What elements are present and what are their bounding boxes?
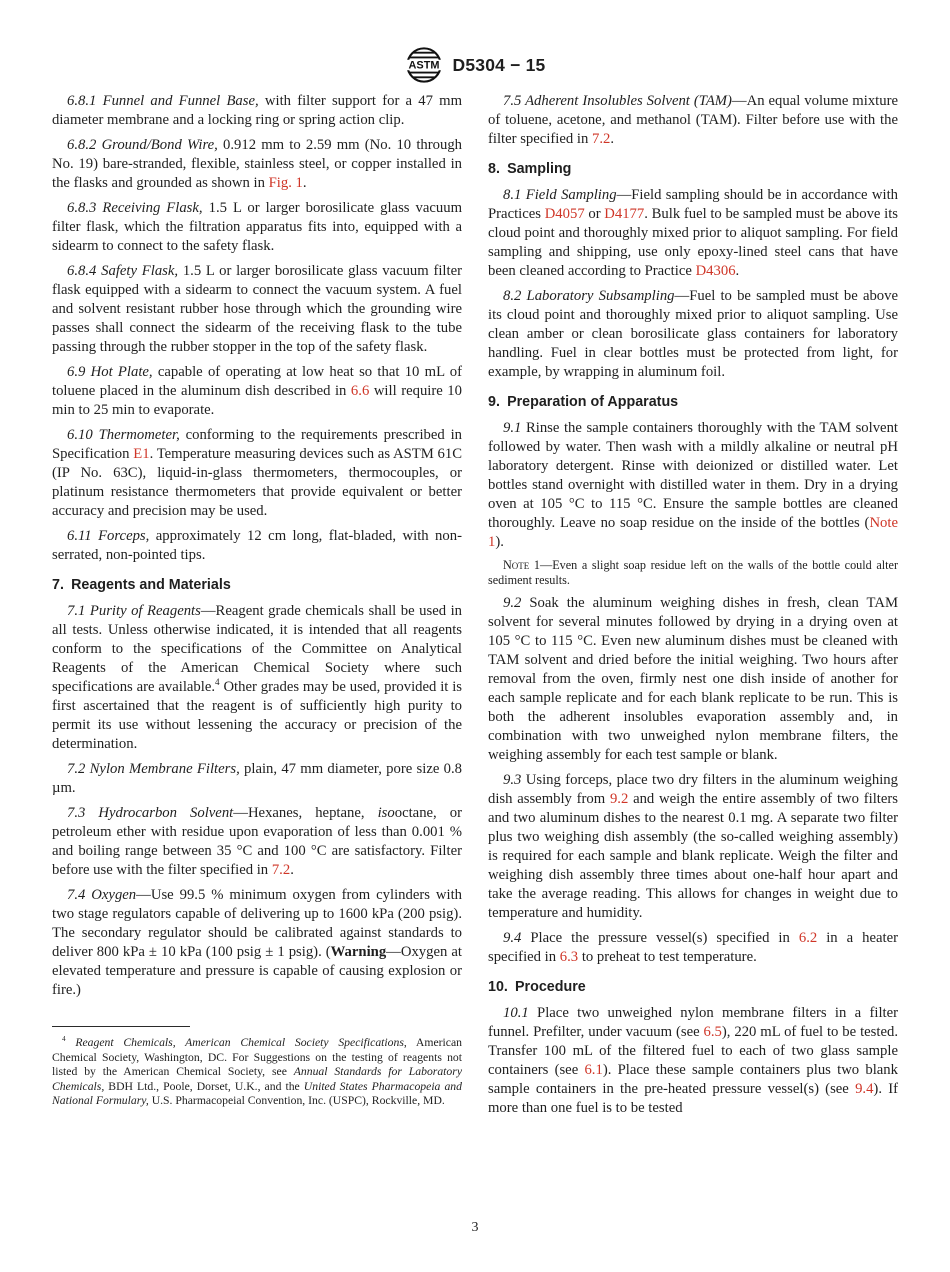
text-run: or (584, 206, 605, 222)
ref-link[interactable]: 6.5 (703, 1023, 722, 1040)
section-heading (488, 393, 898, 411)
text-run: 9.3 (503, 771, 526, 788)
ref-link[interactable]: Note 1 (488, 515, 898, 550)
text-run: —Use 99.5 % minimum oxygen from cylinders with two stage regulators capable of delivering up to 1600 kPa (200 psig). The secondary regulator should be calibrated against standards to deliver 800 kPa ± 10 kPa (100 psig ± 1 psig). ( (52, 887, 463, 960)
ref-link[interactable]: 6.3 (559, 948, 579, 965)
paragraph (488, 1004, 898, 1118)
paragraph (488, 594, 898, 765)
footnote-marker: 4 (62, 1035, 66, 1044)
text-run: BDH Ltd., Poole, Dorset, U.K., and the (104, 1079, 304, 1093)
text-run: ). Place these sample containers plus two blank sample containers in the pre-heated pressure vessel(s) (see (488, 1061, 898, 1097)
text-run: 8.1 (503, 187, 526, 203)
text-run: 6.10 (67, 427, 99, 443)
text-run: and weigh the entire assembly of two filters and two aluminum dishes to the nearest 0.1 mg. A separate two filter plus two weighing dish assembly (the so-called weighing assembly) is required for each sample and blank replicate. Weigh the filter and weighing dish assembly three times about one-half hour apart and take the average reading. This allows for changes in weight due to temperature and humidity. (488, 790, 898, 921)
astm-logo-icon (405, 46, 443, 84)
text-run: with filter support for a 47 mm diameter membrane and a locking ring or spring action clip. (52, 93, 463, 128)
text-run: 1.5 L or larger borosilicate glass vacuum filter flask equipped with a sidearm to connect the vacuum system. A fuel and solvent resistant rubber hose through which the grounding wire passes shall connect the sidearm of the receiving flask to the tube passing through the rubber stopper in the top of the safety flask. (52, 263, 462, 355)
text-run: Receiving Flask, (102, 200, 203, 216)
text-run: Field Sampling (525, 187, 617, 203)
page-number: 3 (471, 1220, 479, 1235)
text-run: Funnel and Funnel Base, (102, 93, 259, 109)
text-run: . Bulk fuel to be sampled must be above its cloud point and thoroughly mixed prior to aliquot sampling. For field sampling and shipping, use only epoxy-lined steel cans that have been cleaned according to Practice (488, 206, 898, 279)
ref-link[interactable]: 6.1 (584, 1061, 603, 1078)
section-heading (488, 160, 898, 178)
document-body (52, 92, 898, 1124)
paragraph (52, 804, 462, 880)
text-run: 6.8.4 (67, 263, 102, 279)
text-run: plain, 47 mm diameter, pore size 0.8 µm. (52, 761, 463, 796)
text-run: Safety Flask, (101, 263, 179, 279)
text-run: conforming to the requirements prescribed in Specification (52, 427, 463, 462)
text-run: . (735, 263, 740, 279)
text-run: 9. Preparation of Apparatus (488, 394, 679, 410)
text-run: Purity of Reagents (89, 603, 201, 619)
text-run: 6.8.1 (67, 93, 103, 109)
text-run: Place two unweighed nylon membrane filters in a filter funnel. Prefilter, under vacuum (see (488, 1004, 899, 1040)
text-run: 8.2 (503, 288, 527, 304)
paragraph (488, 92, 898, 149)
text-run: . Temperature measuring devices such as ASTM 61C (IP No. 63C), liquid-in-glass thermometers, thermocouples, or platinum resistance thermometers that provide equivalent or better accuracy and precision may be used. (52, 446, 462, 519)
note-paragraph (488, 558, 898, 588)
text-run: . (302, 175, 307, 191)
text-run: to preheat to test temperature. (578, 948, 757, 965)
text-run: Soak the aluminum weighing dishes in fresh, clean TAM solvent for several minutes followed by drying in a drying oven at 105 °C to 115 °C. Even new aluminum dishes must be cleaned with TAM solvent and dried before the initial weighing. Two hours after removal from the oven, firmly nest one dish inside of another for each sample replicate and for each blank replicate to be run. This is both the adherent insolubles evaporation assembly and, in combination with two unweighed nylon membrane filters, the weighing assembly for each test sample or blank. (488, 594, 899, 763)
text-run: 0.912 mm to 2.59 mm (No. 10 through No. 19) bare-stranded, flexible, stainless steel, or copper installed in the flasks and grounded as shown in (52, 137, 463, 191)
ref-link[interactable]: 9.4 (855, 1080, 874, 1097)
ref-link[interactable]: 6.2 (798, 929, 818, 946)
paragraph (488, 419, 898, 552)
paragraph (52, 199, 462, 256)
ref-link[interactable]: D4177 (604, 206, 645, 222)
text-run: 7. Reagents and Materials (52, 577, 231, 593)
text-run: iso (377, 805, 395, 821)
ref-link[interactable]: D4057 (544, 206, 585, 222)
footnote-paragraph (52, 1036, 462, 1109)
text-run: ). If more than one fuel is to be tested (488, 1080, 898, 1116)
text-run: —Hexanes, heptane, (233, 805, 378, 821)
text-run: Laboratory Subsampling (526, 288, 675, 304)
paragraph (488, 287, 898, 382)
paragraph (488, 771, 898, 923)
section-heading (488, 978, 898, 996)
text-run: Forceps, (98, 528, 150, 544)
text-run: Other grades may be used, provided it is first ascertained that the reagent is of sufficiently high purity to permit its use without lessening the accuracy or precision of the determination. (52, 679, 463, 752)
document-designation: D5304 − 15 (452, 54, 546, 75)
text-run: U.S. Pharmacopeial Convention, Inc. (USPC), Rockville, MD. (148, 1094, 445, 1107)
text-run: United States Pharmacopeia and National Formulary, (52, 1079, 462, 1107)
text-run: 6.9 (67, 364, 91, 380)
text-run: ). (495, 534, 504, 550)
astm-logo-text: ASTM (408, 59, 439, 72)
text-run: in a heater specified in (488, 929, 898, 965)
paragraph (488, 929, 898, 967)
text-run: 8. Sampling (488, 161, 572, 177)
page-header (0, 46, 950, 84)
text-run: —Even a slight soap residue left on the walls of the bottle could alter sediment results. (488, 558, 899, 587)
text-run: 7.5 (503, 93, 526, 109)
text-run: 9.4 (503, 929, 531, 946)
paragraph (52, 262, 462, 357)
paragraph (52, 760, 462, 798)
text-run: Note 1 (503, 558, 541, 572)
text-run: Adherent Insolubles Solvent (TAM) (525, 93, 732, 109)
ref-link[interactable]: 7.2 (271, 862, 291, 878)
text-run: 7.1 (67, 603, 90, 619)
text-run: —Oxygen at elevated temperature and pressure is capable of causing explosion or fire.) (52, 944, 462, 998)
text-run: Using forceps, place two dry filters in the aluminum weighing dish assembly from (488, 771, 898, 807)
text-run: capable of operating at low heat so that 10 mL of toluene placed in the aluminum dish described in (52, 364, 462, 399)
text-run: Nylon Membrane Filters, (89, 761, 240, 777)
text-run: approximately 12 cm long, flat-bladed, with non-serrated, non-pointed tips. (52, 528, 462, 563)
paragraph (52, 602, 462, 754)
paragraph (52, 886, 462, 1000)
ref-link[interactable]: 6.6 (350, 383, 370, 399)
text-run: 1.5 L or larger borosilicate glass vacuum filter flask, which the filtration apparatus fits into, equipped with a sidearm to connect to the safety flask. (52, 200, 463, 254)
ref-link[interactable]: Fig. 1 (268, 175, 303, 191)
section-heading (52, 576, 462, 594)
footnote-text (52, 1036, 462, 1109)
text-run: 7.2 (67, 761, 90, 777)
ref-link[interactable]: E1 (133, 446, 150, 462)
text-run: 9.1 (503, 420, 526, 436)
text-run: 6.11 (67, 528, 99, 544)
column-right (488, 92, 898, 1124)
text-run: . (290, 862, 294, 878)
text-run: 10.1 (503, 1004, 538, 1021)
text-run: Reagent Chemicals, American Chemical Society Specifications (65, 1036, 404, 1049)
ref-link[interactable]: 7.2 (592, 131, 611, 147)
text-run: —Fuel to be sampled must be above its cloud point and thoroughly mixed prior to aliquot sampling. Use clean amber or clean borosilicate glass containers for laboratory handling. Fuel in clear bottles must be protected from light, for example, by wrapping in aluminum foil. (488, 288, 899, 380)
paragraph (52, 363, 462, 420)
text-run: . (610, 131, 615, 147)
paragraph (488, 186, 898, 281)
paragraph (52, 136, 462, 193)
text-run: Annual Standards for Laboratory Chemicals, (52, 1065, 463, 1093)
text-run: —Reagent grade chemicals shall be used in all tests. Unless otherwise indicated, it is intended that all reagents conform to the specifications of the Committee on Analytical Reagents of the American Chemical Society where such specifications are available. (52, 603, 462, 695)
paragraph (52, 426, 462, 521)
text-run: —An equal volume mixture of toluene, acetone, and methanol (TAM). Filter before use with the filter specified in (488, 93, 898, 147)
text-run: 9.2 (503, 594, 530, 611)
text-run: Hydrocarbon Solvent (98, 805, 234, 821)
text-run: Place the pressure vessel(s) specified in (530, 929, 799, 946)
text-run: 10. Procedure (488, 978, 586, 995)
text-run: 6.8.2 (67, 137, 102, 153)
text-run: will require 10 min to 25 min to evaporate. (52, 383, 462, 418)
footnote-rule (52, 1026, 190, 1027)
text-run: octane, or petroleum ether with residue upon evaporation of less than 0.001 % and boiling range between 35 °C and 100 °C are satisfactory. Filter before use with the filter specified in (52, 805, 462, 878)
text-run: ), 220 mL of fuel to be tested. Transfer 100 mL of the filtered fuel to each of two glass sample containers (see (488, 1023, 898, 1078)
paragraph (52, 92, 462, 130)
text-run: Thermometer, (98, 427, 180, 443)
ref-link[interactable]: D4306 (695, 263, 736, 279)
footnote-marker: 4 (215, 677, 220, 688)
text-run: Oxygen (91, 887, 137, 903)
paragraph (52, 527, 462, 565)
text-run: Rinse the sample containers thoroughly with the TAM solvent followed by water. Then wash with a mildly alkaline or neutral pH laboratory detergent. Rinse with deionized or distilled water. Let bottles stand overnight with distilled water in them. Dry in a drying oven at 105 °C to 115 °C. Ensure the sample bottles are cleaned thoroughly. Leave no soap residue on the inside of the bottles ( (488, 420, 899, 531)
text-run: Warning (330, 944, 387, 960)
column-left (52, 92, 462, 1124)
footnote-block (52, 1026, 462, 1109)
text-run: 7.3 (67, 805, 99, 821)
text-run: Hot Plate, (90, 364, 153, 380)
text-run: 6.8.3 (67, 200, 103, 216)
text-run: , American Chemical Society, Washington, DC. For Suggestions on the testing of reagents not listed by the American Chemical Society, see (52, 1036, 462, 1078)
ref-link[interactable]: 9.2 (609, 790, 629, 807)
text-run: Ground/Bond Wire, (101, 137, 218, 153)
text-run: 7.4 (67, 887, 92, 903)
text-run: —Field sampling should be in accordance with Practices (488, 187, 899, 222)
